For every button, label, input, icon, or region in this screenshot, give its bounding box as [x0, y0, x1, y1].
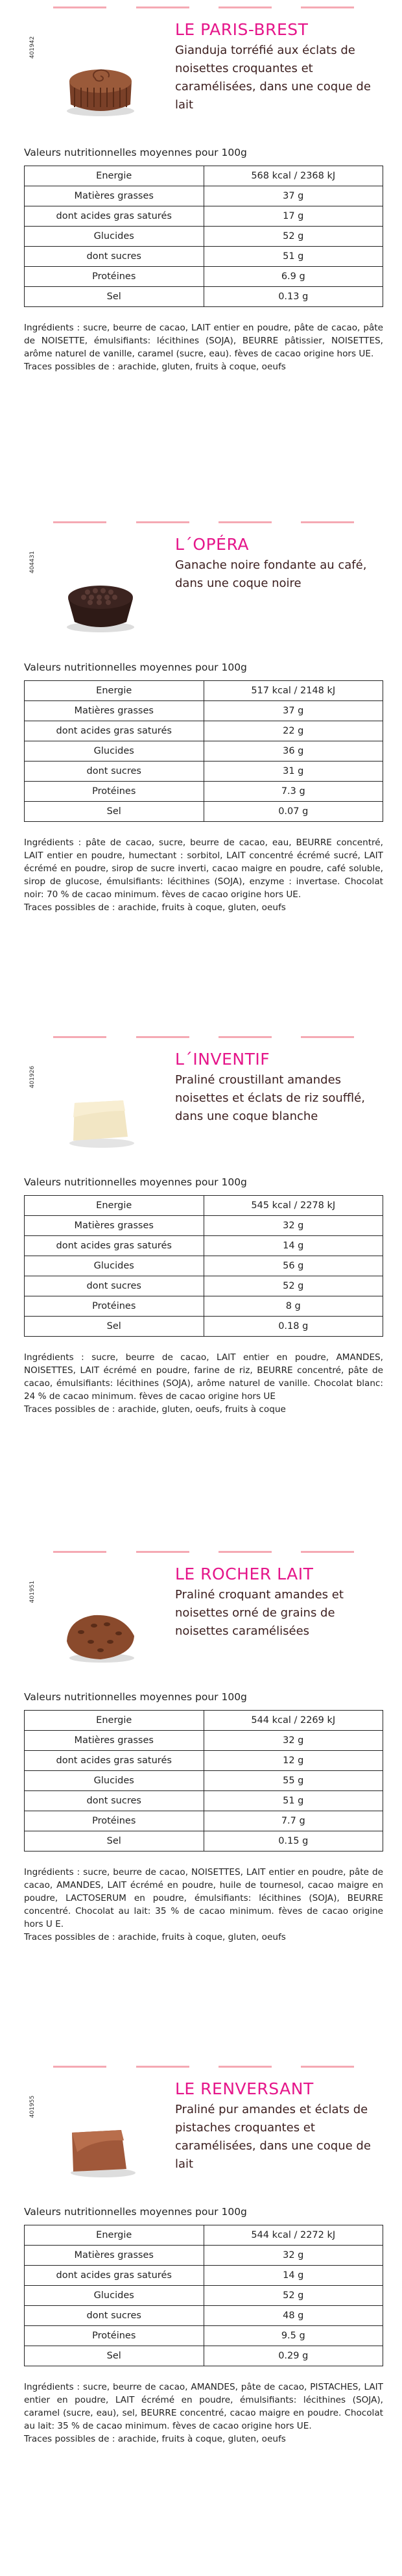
nutrient-value: 36 g — [204, 741, 383, 762]
product-id — [19, 1063, 39, 1089]
table-row — [25, 802, 383, 822]
nutrient-label: Glucides — [25, 741, 204, 762]
product-id-text: 404431 — [29, 551, 36, 574]
dash-divider — [301, 521, 354, 523]
nutrient-label: dont acides gras saturés — [25, 1751, 204, 1771]
nutrient-value: 9.5 g — [204, 2326, 383, 2346]
table-row — [25, 1296, 383, 1317]
ingredients-text: Ingrédients : sucre, beurre de cacao, AMANDES, pâte de cacao, PISTACHES, LAIT entier en poudre, LAIT écrémé en poudre, émulsifiants: lécithines (SOJA), caramel (sucre, eau), sel, BEURRE concentré, cacao maigre en poudre. Chocolat au lait: 35 % de cacao minimum. fèves de cacao origine hors UE. — [24, 2382, 383, 2431]
product-id — [19, 1578, 39, 1604]
nutrient-label: Glucides — [25, 1256, 204, 1276]
product-title: L´OPÉRA — [175, 535, 249, 554]
table-row — [25, 782, 383, 802]
nutrient-value: 7.3 g — [204, 782, 383, 802]
nutrient-label: dont acides gras saturés — [25, 206, 204, 227]
product-id — [19, 549, 39, 575]
dash-divider — [136, 6, 189, 8]
dash-divider — [219, 2066, 272, 2068]
nutrient-label: Matières grasses — [25, 1731, 204, 1751]
nutrient-label: Energie — [25, 166, 204, 186]
nutrient-value: 31 g — [204, 762, 383, 782]
decorative-dashes — [0, 1036, 402, 1038]
nutrient-value: 48 g — [204, 2306, 383, 2326]
nutrient-label: Sel — [25, 802, 204, 822]
ingredients-block — [24, 321, 383, 373]
product-section — [0, 1030, 402, 1544]
nutrient-value: 37 g — [204, 701, 383, 721]
ingredients-text: Ingrédients : pâte de cacao, sucre, beurre de cacao, eau, BEURRE concentré, LAIT entier en poudre, humectant : sorbitol, LAIT concentré écrémé sucré, LAIT écrémé en poudre, sirop de sucre inverti, cacao maigre en poudre, café soluble, sirop de glucose, émulsifiants: lécithines (SOJA), enzyme : invertase. Chocolat noir: 70 % de cacao minimum. fèves de cacao origine hors UE. — [24, 837, 383, 900]
nutrient-value: 32 g — [204, 1216, 383, 1236]
nutrient-value: 52 g — [204, 2286, 383, 2306]
nutrition-heading: Valeurs nutritionnelles moyennes pour 100g — [24, 2206, 247, 2218]
dash-divider — [301, 1551, 354, 1553]
table-row — [25, 1256, 383, 1276]
dark-chocolate-dotted-praline-image — [62, 576, 139, 635]
nutrient-value: 12 g — [204, 1751, 383, 1771]
ingredients-block — [24, 836, 383, 914]
nutrient-value: 22 g — [204, 721, 383, 741]
table-row — [25, 2326, 383, 2346]
product-description: Ganache noire fondante au café, dans une coque noire — [175, 558, 367, 590]
nutrient-value: 6.9 g — [204, 267, 383, 287]
nutrient-label: dont sucres — [25, 1791, 204, 1811]
product-section — [0, 1544, 402, 2059]
product-description: Praliné croquant amandes et noisettes orné de grains de noisettes caramélisées — [175, 1588, 344, 1638]
dash-divider — [53, 521, 106, 523]
product-title: LE PARIS-BREST — [175, 20, 309, 39]
dash-divider — [219, 1551, 272, 1553]
table-row — [25, 2286, 383, 2306]
dash-divider — [136, 2066, 189, 2068]
table-row — [25, 741, 383, 762]
nutrient-label: dont acides gras saturés — [25, 2266, 204, 2286]
nutrient-label: Energie — [25, 2225, 204, 2246]
nutrient-label: Protéines — [25, 2326, 204, 2346]
table-row — [25, 227, 383, 247]
product-id-text: 401926 — [29, 1065, 36, 1089]
table-row — [25, 287, 383, 307]
dash-divider — [219, 521, 272, 523]
dash-divider — [53, 2066, 106, 2068]
table-row — [25, 1771, 383, 1791]
traces-text: Traces possibles de : arachide, fruits à coque, gluten, oeufs — [24, 1932, 286, 1942]
milk-chocolate-swirl-praline-image — [62, 62, 139, 120]
table-row — [25, 1216, 383, 1236]
ingredients-text: Ingrédients : sucre, beurre de cacao, LAIT entier en poudre, AMANDES, NOISETTES, LAIT écrémé en poudre, farine de riz, BEURRE concentré, pâte de cacao, émulsifiants: lécithines (SOJA), arôme naturel de vanille. Chocolat blanc: 24 % de cacao minimum. fèves de cacao origine hors UE — [24, 1352, 383, 1402]
milk-chocolate-rocher-image — [62, 1606, 139, 1665]
nutrient-label: dont sucres — [25, 2306, 204, 2326]
nutrition-table — [24, 2225, 383, 2366]
nutrient-label: Matières grasses — [25, 1216, 204, 1236]
table-row — [25, 1731, 383, 1751]
nutrient-value: 51 g — [204, 247, 383, 267]
nutrient-label: Energie — [25, 1196, 204, 1216]
nutrient-value: 32 g — [204, 2246, 383, 2266]
nutrient-label: Matières grasses — [25, 186, 204, 206]
table-row — [25, 1711, 383, 1731]
product-section — [0, 2059, 402, 2574]
product-id — [19, 2093, 39, 2119]
dash-divider — [136, 521, 189, 523]
ingredients-text: Ingrédients : sucre, beurre de cacao, LAIT entier en poudre, pâte de cacao, pâte de NOISETTE, émulsifiants: lécithines (SOJA), BEURRE pâtissier, NOISETTES, arôme naturel de vanille, caramel (sucre, eau). fèves de cacao origine hors UE. — [24, 323, 383, 359]
nutrient-value: 52 g — [204, 227, 383, 247]
nutrient-label: dont sucres — [25, 762, 204, 782]
ingredients-block — [24, 1866, 383, 1944]
decorative-dashes — [0, 1551, 402, 1553]
dash-divider — [136, 1036, 189, 1038]
table-row — [25, 247, 383, 267]
table-row — [25, 1317, 383, 1337]
nutrition-heading: Valeurs nutritionnelles moyennes pour 100g — [24, 147, 247, 158]
white-chocolate-square-praline-image — [62, 1091, 139, 1150]
nutrient-label: Matières grasses — [25, 2246, 204, 2266]
nutrient-label: Protéines — [25, 782, 204, 802]
dash-divider — [301, 6, 354, 8]
nutrient-label: Energie — [25, 681, 204, 701]
ingredients-block — [24, 1351, 383, 1416]
nutrient-label: Sel — [25, 2346, 204, 2366]
decorative-dashes — [0, 6, 402, 8]
table-row — [25, 1751, 383, 1771]
nutrient-value: 52 g — [204, 1276, 383, 1296]
nutrient-label: dont acides gras saturés — [25, 1236, 204, 1256]
nutrient-value: 17 g — [204, 206, 383, 227]
product-description: Gianduja torréfié aux éclats de noisettes croquantes et caramélisées, dans une coque de lait — [175, 43, 371, 112]
nutrient-value: 14 g — [204, 2266, 383, 2286]
nutrient-label: Sel — [25, 1831, 204, 1852]
nutrient-label: Matières grasses — [25, 701, 204, 721]
nutrient-value: 14 g — [204, 1236, 383, 1256]
table-row — [25, 1236, 383, 1256]
nutrient-value: 568 kcal / 2368 kJ — [204, 166, 383, 186]
dash-divider — [301, 2066, 354, 2068]
nutrient-label: dont sucres — [25, 247, 204, 267]
nutrient-value: 56 g — [204, 1256, 383, 1276]
table-row — [25, 166, 383, 186]
table-row — [25, 1791, 383, 1811]
ingredients-text: Ingrédients : sucre, beurre de cacao, NOISETTES, LAIT entier en poudre, pâte de cacao, AMANDES, LAIT écrémé en poudre, huile de tournesol, cacao maigre en poudre, LACTOSERUM en poudre, émulsifiants: lécithines (SOJA), BEURRE concentré. Chocolat au lait: 35 % de cacao minimum. fèves de cacao origine hors U E. — [24, 1867, 383, 1929]
table-row — [25, 701, 383, 721]
nutrient-value: 8 g — [204, 1296, 383, 1317]
nutrient-value: 544 kcal / 2269 kJ — [204, 1711, 383, 1731]
traces-text: Traces possibles de : arachide, gluten, fruits à coque, oeufs — [24, 362, 286, 372]
nutrient-value: 32 g — [204, 1731, 383, 1751]
dash-divider — [136, 1551, 189, 1553]
nutrient-label: Sel — [25, 1317, 204, 1337]
table-row — [25, 1196, 383, 1216]
nutrition-heading: Valeurs nutritionnelles moyennes pour 100g — [24, 1691, 247, 1703]
table-row — [25, 2346, 383, 2366]
traces-text: Traces possibles de : arachide, fruits à coque, gluten, oeufs — [24, 2434, 286, 2444]
dash-divider — [301, 1036, 354, 1038]
product-section — [0, 515, 402, 1030]
product-title: LE RENVERSANT — [175, 2079, 314, 2098]
nutrient-label: Protéines — [25, 267, 204, 287]
nutrient-label: Protéines — [25, 1811, 204, 1831]
dash-divider — [219, 6, 272, 8]
table-row — [25, 721, 383, 741]
decorative-dashes — [0, 2066, 402, 2068]
product-section — [0, 0, 402, 515]
decorative-dashes — [0, 521, 402, 523]
nutrient-label: Glucides — [25, 1771, 204, 1791]
table-row — [25, 681, 383, 701]
nutrient-value: 0.15 g — [204, 1831, 383, 1852]
product-description: Praliné pur amandes et éclats de pistaches croquantes et caramélisées, dans une coque de lait — [175, 2103, 371, 2171]
traces-text: Traces possibles de : arachide, fruits à coque, gluten, oeufs — [24, 902, 286, 913]
milk-chocolate-square-praline-image — [62, 2121, 139, 2179]
nutrient-label: dont acides gras saturés — [25, 721, 204, 741]
table-row — [25, 2225, 383, 2246]
dash-divider — [219, 1036, 272, 1038]
table-row — [25, 186, 383, 206]
ingredients-block — [24, 2381, 383, 2446]
nutrient-label: Glucides — [25, 227, 204, 247]
product-id — [19, 34, 39, 60]
nutrition-table — [24, 1710, 383, 1852]
traces-text: Traces possibles de : arachide, gluten, oeufs, fruits à coque — [24, 1404, 286, 1415]
nutrient-value: 0.07 g — [204, 802, 383, 822]
nutrient-value: 0.18 g — [204, 1317, 383, 1337]
nutrition-table — [24, 166, 383, 307]
nutrient-value: 51 g — [204, 1791, 383, 1811]
nutrition-table — [24, 680, 383, 822]
nutrient-value: 0.29 g — [204, 2346, 383, 2366]
table-row — [25, 2306, 383, 2326]
nutrient-value: 0.13 g — [204, 287, 383, 307]
product-title: L´INVENTIF — [175, 1050, 270, 1069]
dash-divider — [53, 1036, 106, 1038]
nutrient-value: 37 g — [204, 186, 383, 206]
table-row — [25, 1831, 383, 1852]
nutrient-value: 517 kcal / 2148 kJ — [204, 681, 383, 701]
nutrient-label: Glucides — [25, 2286, 204, 2306]
table-row — [25, 1811, 383, 1831]
nutrient-label: dont sucres — [25, 1276, 204, 1296]
dash-divider — [53, 1551, 106, 1553]
dash-divider — [53, 6, 106, 8]
nutrient-value: 544 kcal / 2272 kJ — [204, 2225, 383, 2246]
table-row — [25, 2246, 383, 2266]
nutrition-heading: Valeurs nutritionnelles moyennes pour 100g — [24, 1176, 247, 1188]
nutrient-value: 545 kcal / 2278 kJ — [204, 1196, 383, 1216]
table-row — [25, 206, 383, 227]
nutrient-label: Sel — [25, 287, 204, 307]
nutrition-table — [24, 1195, 383, 1337]
table-row — [25, 267, 383, 287]
product-title: LE ROCHER LAIT — [175, 1565, 314, 1583]
nutrient-value: 55 g — [204, 1771, 383, 1791]
nutrient-label: Energie — [25, 1711, 204, 1731]
nutrition-heading: Valeurs nutritionnelles moyennes pour 100g — [24, 662, 247, 673]
table-row — [25, 2266, 383, 2286]
product-description: Praliné croustillant amandes noisettes et éclats de riz soufflé, dans une coque blanche — [175, 1073, 365, 1123]
product-id-text: 401955 — [29, 2095, 36, 2118]
nutrient-value: 7.7 g — [204, 1811, 383, 1831]
table-row — [25, 762, 383, 782]
product-id-text: 401942 — [29, 36, 36, 59]
product-id-text: 401951 — [29, 1580, 36, 1604]
nutrient-label: Protéines — [25, 1296, 204, 1317]
table-row — [25, 1276, 383, 1296]
